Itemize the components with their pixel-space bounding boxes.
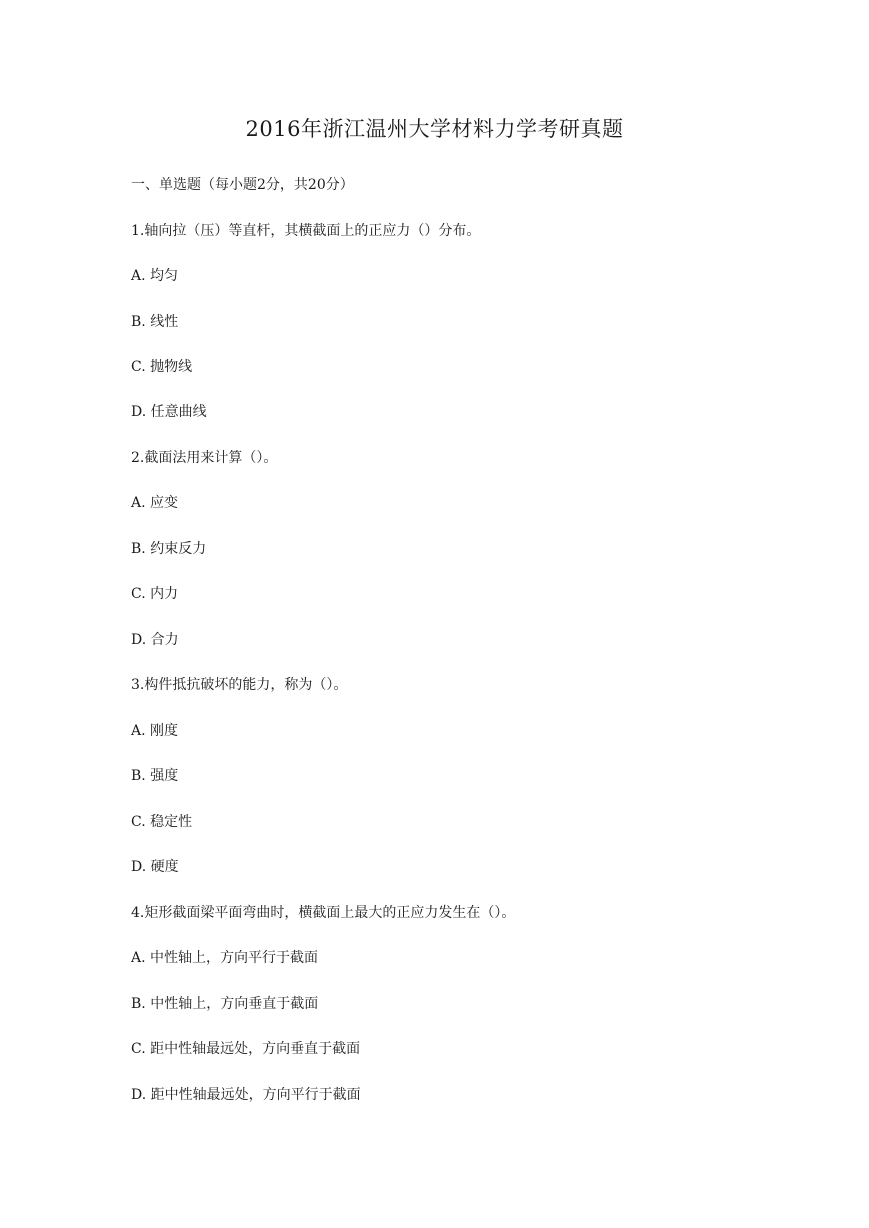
question-4-option-d: D. 距中性轴最远处，方向平行于截面 — [131, 1087, 361, 1103]
question-1-option-d: D. 任意曲线 — [131, 404, 207, 420]
question-2-stem: 2.截面法用来计算（）。 — [131, 450, 278, 466]
question-3-option-a: A. 刚度 — [131, 723, 179, 739]
document-title: 2016年浙江温州大学材料力学考研真题 — [245, 117, 624, 141]
question-4-option-b: B. 中性轴上，方向垂直于截面 — [131, 996, 319, 1012]
question-2-option-c: C. 内力 — [131, 586, 179, 602]
section-heading: 一、单选题（每小题2分，共20分） — [131, 177, 354, 193]
question-2-option-d: D. 合力 — [131, 632, 179, 648]
question-1-option-a: A. 均匀 — [131, 268, 179, 284]
question-1-option-c: C. 抛物线 — [131, 359, 193, 375]
question-3-option-b: B. 强度 — [131, 768, 179, 784]
question-3-stem: 3.构件抵抗破坏的能力，称为（）。 — [131, 677, 348, 693]
question-1-option-b: B. 线性 — [131, 314, 179, 330]
question-3-option-c: C. 稳定性 — [131, 814, 193, 830]
question-1-stem: 1.轴向拉（压）等直杆，其横截面上的正应力（）分布。 — [131, 223, 481, 239]
question-3-option-d: D. 硬度 — [131, 859, 179, 875]
question-4-option-c: C. 距中性轴最远处，方向垂直于截面 — [131, 1041, 361, 1057]
question-4-stem: 4.矩形截面梁平面弯曲时，横截面上最大的正应力发生在（）。 — [131, 905, 516, 921]
question-4-option-a: A. 中性轴上，方向平行于截面 — [131, 950, 319, 966]
question-2-option-a: A. 应变 — [131, 495, 179, 511]
question-2-option-b: B. 约束反力 — [131, 541, 207, 557]
